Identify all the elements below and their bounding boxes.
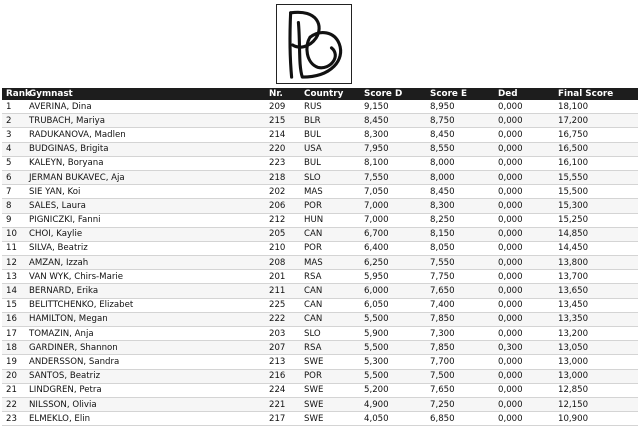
cell-score-e: 8,050 — [426, 241, 494, 255]
cell-country: MAS — [300, 256, 360, 270]
cell-final-score: 13,700 — [554, 270, 638, 284]
cell-score-d: 5,500 — [360, 341, 426, 355]
cell-rank: 8 — [2, 199, 25, 213]
cell-gymnast: PIGNICZKI, Fanni — [25, 213, 265, 227]
table-row — [2, 156, 638, 170]
header-rank[interactable]: Rank — [6, 89, 31, 99]
header-gymnast[interactable]: Gymnast — [29, 89, 73, 99]
cell-rank: 4 — [2, 142, 25, 156]
cell-gymnast: TOMAZIN, Anja — [25, 327, 265, 341]
cell-score-e: 7,650 — [426, 383, 494, 397]
cell-country: POR — [300, 241, 360, 255]
cell-nr: 218 — [265, 170, 300, 184]
cell-rank: 18 — [2, 341, 25, 355]
cell-nr: 225 — [265, 298, 300, 312]
cell-final-score: 18,100 — [554, 100, 638, 114]
cell-rank: 17 — [2, 327, 25, 341]
header-nr[interactable]: Nr. — [269, 89, 283, 99]
cell-country: RSA — [300, 341, 360, 355]
cell-gymnast: BERNARD, Erika — [25, 284, 265, 298]
cell-final-score: 12,850 — [554, 383, 638, 397]
cell-score-e: 7,550 — [426, 256, 494, 270]
table-row — [2, 298, 638, 312]
table-row — [2, 227, 638, 241]
cell-final-score: 17,200 — [554, 114, 638, 128]
cell-country: POR — [300, 369, 360, 383]
cell-gymnast: SIE YAN, Koi — [25, 185, 265, 199]
cell-rank: 5 — [2, 156, 25, 170]
cell-country: SWE — [300, 355, 360, 369]
cell-gymnast: JERMAN BUKAVEC, Aja — [25, 170, 265, 184]
cell-rank: 19 — [2, 355, 25, 369]
cell-gymnast: VAN WYK, Chirs-Marie — [25, 270, 265, 284]
cell-final-score: 13,450 — [554, 298, 638, 312]
table-row — [2, 341, 638, 355]
cell-ded: 0,000 — [494, 241, 554, 255]
cell-score-e: 8,450 — [426, 185, 494, 199]
cell-score-e: 7,700 — [426, 355, 494, 369]
cell-score-d: 8,100 — [360, 156, 426, 170]
table-row — [2, 369, 638, 383]
cell-country: POR — [300, 199, 360, 213]
cell-score-d: 6,400 — [360, 241, 426, 255]
cell-final-score: 13,800 — [554, 256, 638, 270]
cell-score-d: 4,900 — [360, 397, 426, 411]
cell-score-d: 7,000 — [360, 199, 426, 213]
cell-country: MAS — [300, 185, 360, 199]
cell-nr: 208 — [265, 256, 300, 270]
header-score-d[interactable]: Score D — [364, 89, 403, 99]
cell-gymnast: NILSSON, Olivia — [25, 397, 265, 411]
cell-nr: 214 — [265, 128, 300, 142]
cell-gymnast: RADUKANOVA, Madlen — [25, 128, 265, 142]
cell-rank: 2 — [2, 114, 25, 128]
cell-ded: 0,300 — [494, 341, 554, 355]
cell-score-d: 7,950 — [360, 142, 426, 156]
cell-final-score: 16,750 — [554, 128, 638, 142]
cell-final-score: 15,250 — [554, 213, 638, 227]
cell-country: CAN — [300, 312, 360, 326]
cell-score-e: 8,950 — [426, 100, 494, 114]
cell-ded: 0,000 — [494, 156, 554, 170]
cell-score-d: 6,050 — [360, 298, 426, 312]
cell-rank: 22 — [2, 397, 25, 411]
cell-score-e: 7,650 — [426, 284, 494, 298]
cell-nr: 217 — [265, 412, 300, 426]
header-score-e[interactable]: Score E — [430, 89, 467, 99]
cell-rank: 12 — [2, 256, 25, 270]
cell-ded: 0,000 — [494, 412, 554, 426]
cell-nr: 215 — [265, 114, 300, 128]
cell-score-e: 8,300 — [426, 199, 494, 213]
cell-ded: 0,000 — [494, 213, 554, 227]
cell-nr: 207 — [265, 341, 300, 355]
cell-gymnast: SILVA, Beatriz — [25, 241, 265, 255]
cell-country: USA — [300, 142, 360, 156]
cell-rank: 1 — [2, 100, 25, 114]
results-table — [2, 88, 638, 426]
cell-ded: 0,000 — [494, 199, 554, 213]
table-body — [2, 100, 638, 426]
cell-ded: 0,000 — [494, 227, 554, 241]
cell-score-e: 7,400 — [426, 298, 494, 312]
table-row — [2, 185, 638, 199]
cell-nr: 220 — [265, 142, 300, 156]
cell-country: SLO — [300, 327, 360, 341]
cell-rank: 13 — [2, 270, 25, 284]
cell-score-e: 8,150 — [426, 227, 494, 241]
cell-final-score: 16,100 — [554, 156, 638, 170]
cell-nr: 216 — [265, 369, 300, 383]
cell-score-e: 8,000 — [426, 156, 494, 170]
cell-nr: 211 — [265, 284, 300, 298]
cell-gymnast: BUDGINAS, Brigita — [25, 142, 265, 156]
cell-country: SLO — [300, 170, 360, 184]
cell-gymnast: HAMILTON, Megan — [25, 312, 265, 326]
cell-rank: 3 — [2, 128, 25, 142]
cell-gymnast: TRUBACH, Mariya — [25, 114, 265, 128]
table-row — [2, 383, 638, 397]
cell-nr: 212 — [265, 213, 300, 227]
cell-gymnast: ELMEKLO, Elin — [25, 412, 265, 426]
cell-country: SWE — [300, 383, 360, 397]
cell-score-e: 7,750 — [426, 270, 494, 284]
cell-score-d: 5,500 — [360, 369, 426, 383]
cell-ded: 0,000 — [494, 114, 554, 128]
cell-country: HUN — [300, 213, 360, 227]
cell-score-d: 7,000 — [360, 213, 426, 227]
table-row — [2, 284, 638, 298]
table-row — [2, 142, 638, 156]
cell-final-score: 14,450 — [554, 241, 638, 255]
cell-country: RUS — [300, 100, 360, 114]
cell-final-score: 15,500 — [554, 185, 638, 199]
cell-ded: 0,000 — [494, 397, 554, 411]
cell-score-e: 8,250 — [426, 213, 494, 227]
cell-country: SWE — [300, 397, 360, 411]
cell-score-d: 5,500 — [360, 312, 426, 326]
table-row — [2, 213, 638, 227]
cell-rank: 10 — [2, 227, 25, 241]
cell-ded: 0,000 — [494, 383, 554, 397]
cell-nr: 224 — [265, 383, 300, 397]
cell-score-e: 7,500 — [426, 369, 494, 383]
cell-country: CAN — [300, 298, 360, 312]
cell-ded: 0,000 — [494, 142, 554, 156]
cell-country: BLR — [300, 114, 360, 128]
cell-score-d: 7,550 — [360, 170, 426, 184]
cell-country: SWE — [300, 412, 360, 426]
cell-score-e: 7,300 — [426, 327, 494, 341]
cell-rank: 21 — [2, 383, 25, 397]
cell-nr: 213 — [265, 355, 300, 369]
cell-ded: 0,000 — [494, 270, 554, 284]
cell-ded: 0,000 — [494, 128, 554, 142]
cell-rank: 11 — [2, 241, 25, 255]
table-row — [2, 397, 638, 411]
table-row — [2, 241, 638, 255]
cell-gymnast: ANDERSSON, Sandra — [25, 355, 265, 369]
cell-score-d: 7,050 — [360, 185, 426, 199]
cell-score-d: 6,250 — [360, 256, 426, 270]
cell-final-score: 13,650 — [554, 284, 638, 298]
cell-score-d: 8,300 — [360, 128, 426, 142]
cell-country: RSA — [300, 270, 360, 284]
table-row — [2, 270, 638, 284]
cell-rank: 14 — [2, 284, 25, 298]
cell-final-score: 13,000 — [554, 355, 638, 369]
cell-score-e: 7,850 — [426, 341, 494, 355]
cell-final-score: 13,000 — [554, 369, 638, 383]
cell-ded: 0,000 — [494, 170, 554, 184]
cell-rank: 16 — [2, 312, 25, 326]
cell-score-e: 8,550 — [426, 142, 494, 156]
table-row — [2, 199, 638, 213]
cell-final-score: 13,350 — [554, 312, 638, 326]
cell-final-score: 15,300 — [554, 199, 638, 213]
cell-nr: 202 — [265, 185, 300, 199]
cell-ded: 0,000 — [494, 256, 554, 270]
cell-nr: 206 — [265, 199, 300, 213]
table-header — [2, 88, 638, 100]
cell-score-e: 7,250 — [426, 397, 494, 411]
cell-gymnast: KALEYN, Boryana — [25, 156, 265, 170]
header-ded[interactable]: Ded — [498, 89, 518, 99]
cell-score-d: 5,950 — [360, 270, 426, 284]
cell-gymnast: SANTOS, Beatriz — [25, 369, 265, 383]
cell-gymnast: AVERINA, Dina — [25, 100, 265, 114]
cell-rank: 9 — [2, 213, 25, 227]
cell-score-e: 8,450 — [426, 128, 494, 142]
cell-score-d: 6,000 — [360, 284, 426, 298]
cell-score-d: 5,900 — [360, 327, 426, 341]
cell-score-d: 8,450 — [360, 114, 426, 128]
cell-gymnast: GARDINER, Shannon — [25, 341, 265, 355]
table-row — [2, 100, 638, 114]
cell-nr: 223 — [265, 156, 300, 170]
table-row — [2, 327, 638, 341]
table-row — [2, 128, 638, 142]
cell-nr: 221 — [265, 397, 300, 411]
cell-gymnast: BELITTCHENKO, Elizabet — [25, 298, 265, 312]
cell-country: CAN — [300, 227, 360, 241]
cell-final-score: 14,850 — [554, 227, 638, 241]
cell-ded: 0,000 — [494, 185, 554, 199]
cell-final-score: 10,900 — [554, 412, 638, 426]
cell-rank: 20 — [2, 369, 25, 383]
cell-score-e: 8,000 — [426, 170, 494, 184]
cell-nr: 203 — [265, 327, 300, 341]
cell-country: CAN — [300, 284, 360, 298]
cell-gymnast: LINDGREN, Petra — [25, 383, 265, 397]
cell-country: BUL — [300, 128, 360, 142]
cell-nr: 205 — [265, 227, 300, 241]
cell-gymnast: AMZAN, Izzah — [25, 256, 265, 270]
table-row — [2, 170, 638, 184]
cell-score-d: 5,300 — [360, 355, 426, 369]
cell-ded: 0,000 — [494, 298, 554, 312]
cell-score-d: 5,200 — [360, 383, 426, 397]
cell-nr: 201 — [265, 270, 300, 284]
cell-final-score: 16,500 — [554, 142, 638, 156]
cell-rank: 6 — [2, 170, 25, 184]
cell-nr: 210 — [265, 241, 300, 255]
cell-score-e: 7,850 — [426, 312, 494, 326]
table-row — [2, 355, 638, 369]
cell-final-score: 13,050 — [554, 341, 638, 355]
table-row — [2, 412, 638, 426]
cell-score-d: 4,050 — [360, 412, 426, 426]
table-row — [2, 114, 638, 128]
table-row — [2, 312, 638, 326]
cell-final-score: 12,150 — [554, 397, 638, 411]
cell-gymnast: CHOI, Kaylie — [25, 227, 265, 241]
cell-ded: 0,000 — [494, 100, 554, 114]
cell-ded: 0,000 — [494, 327, 554, 341]
header-country[interactable]: Country — [304, 89, 344, 99]
cell-score-d: 6,700 — [360, 227, 426, 241]
cell-final-score: 15,550 — [554, 170, 638, 184]
cell-score-e: 6,850 — [426, 412, 494, 426]
cell-final-score: 13,200 — [554, 327, 638, 341]
table-row — [2, 256, 638, 270]
cell-gymnast: SALES, Laura — [25, 199, 265, 213]
cell-country: BUL — [300, 156, 360, 170]
header-final-score[interactable]: Final Score — [558, 89, 614, 99]
cell-ded: 0,000 — [494, 355, 554, 369]
cell-rank: 23 — [2, 412, 25, 426]
cell-score-d: 9,150 — [360, 100, 426, 114]
cell-nr: 209 — [265, 100, 300, 114]
cell-rank: 15 — [2, 298, 25, 312]
cell-ded: 0,000 — [494, 284, 554, 298]
cell-nr: 222 — [265, 312, 300, 326]
cell-ded: 0,000 — [494, 312, 554, 326]
cell-rank: 7 — [2, 185, 25, 199]
cell-score-e: 8,750 — [426, 114, 494, 128]
cell-ded: 0,000 — [494, 369, 554, 383]
pd-monogram-icon — [276, 4, 352, 84]
